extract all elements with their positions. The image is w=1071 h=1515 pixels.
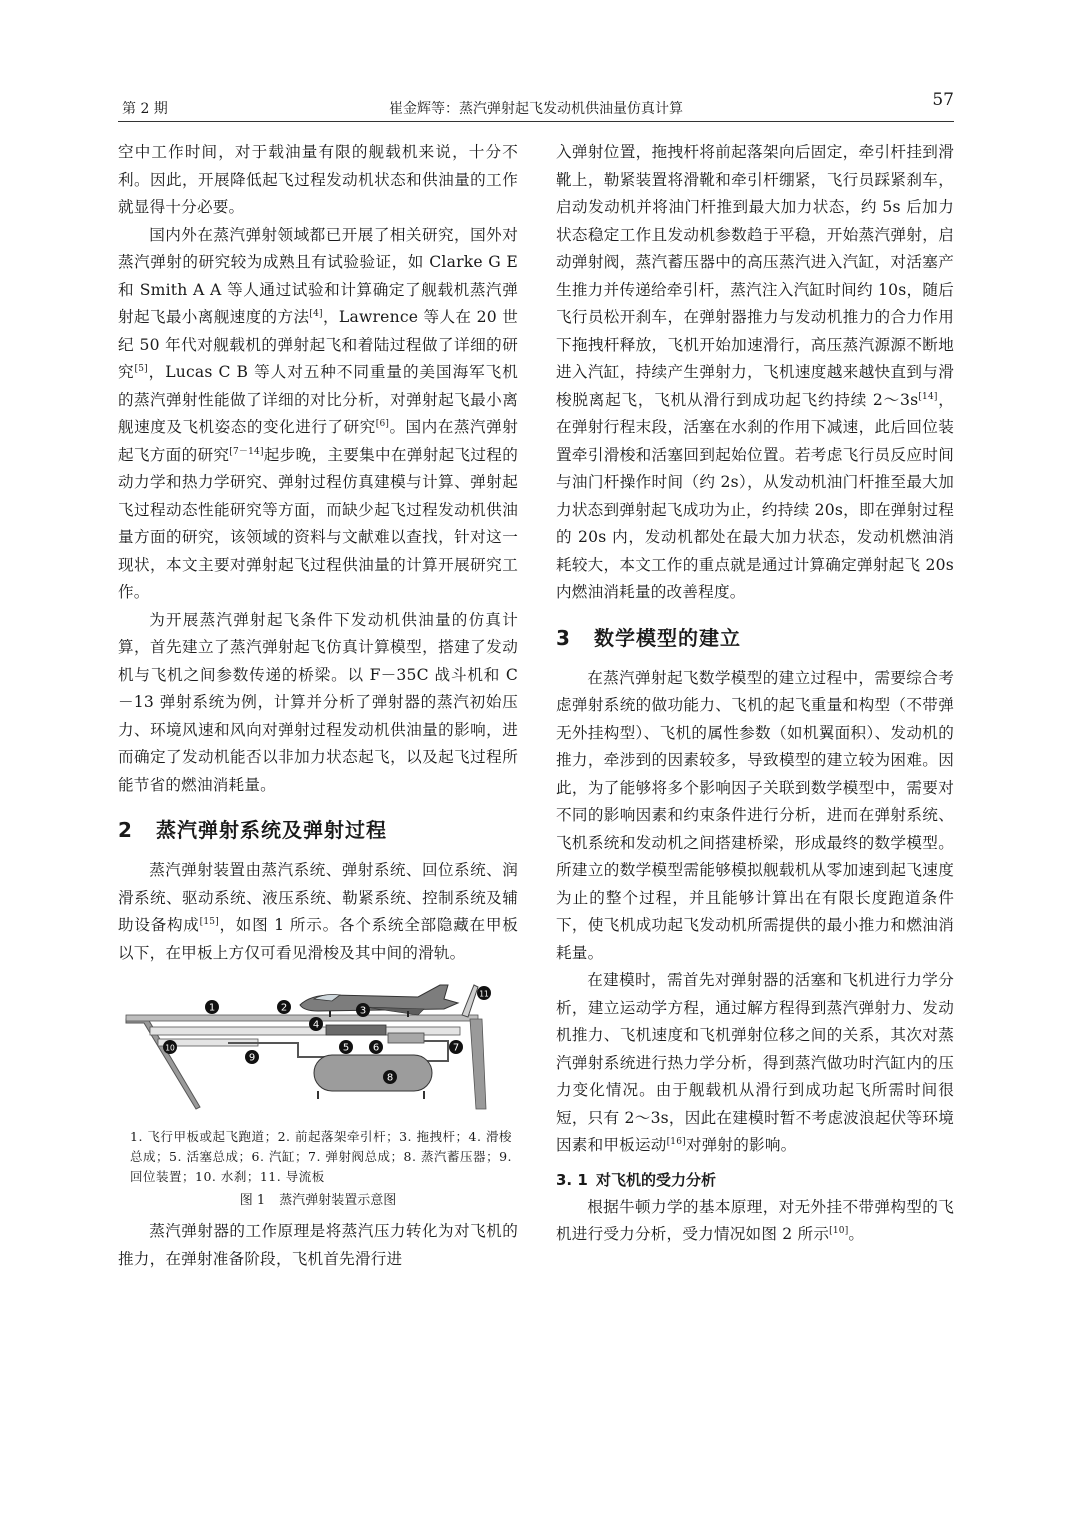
section-title: 数学模型的建立 — [594, 625, 741, 650]
citation: [10] — [829, 1226, 849, 1236]
svg-text:4: 4 — [312, 1019, 320, 1031]
callout-marker-9 — [245, 1050, 259, 1064]
svg-text:11: 11 — [479, 989, 489, 999]
callout-marker-5 — [339, 1040, 353, 1054]
section-number: 3 — [556, 625, 571, 650]
citation: [5] — [134, 364, 148, 374]
callout-marker-10 — [163, 1040, 177, 1054]
paragraph: 入弹射位置，拖拽杆将前起落架向后固定，牵引杆挂到滑靴上，勒紧装置将滑靴和牵引杆绷紧，飞行员踩紧刹车，启动发动机并将油门杆推到最大加力状态，约 5s 后加力状态稳定工作且发动机参数趋于平稳，开始蒸汽弹射，启动弹射阀，蒸汽蓄压器中的高压蒸汽进入汽缸，对活塞产生推力并传递给牵引杆，蒸汽注入汽缸时间约 10s，随后飞行员松开刹车，在弹射器推力与发动机推力的合力作用下拖拽杆释放，飞机开始加速滑行，高压蒸汽源源不断地进入汽缸，持续产生弹射力，飞机速度越来越快直到与滑梭脱离起飞，飞机从滑行到成功起飞约持续 2～3s[14]，在弹射行程末段，活塞在水刹的作用下减速，此后回位装置牵引滑梭和活塞回到起始位置。若考虑飞行员反应时间与油门杆操作时间（约 2s），从发动机油门杆推至最大加力状态到弹射起飞成功为止，约持续 20s，即在弹射过程的 20s 内，发动机都处在最大加力状态，发动机燃油消耗较大，本文工作的重点就是通过计算确定弹射起飞 20s 内燃油消耗量的改善程度。 — [556, 143, 955, 601]
callout-marker-8 — [383, 1070, 397, 1084]
subsection-title: 对飞机的受力分析 — [596, 1170, 717, 1189]
paragraph: 在建模时，需首先对弹射器的活塞和飞机进行力学分析，建立运动学方程，通过解方程得到蒸汽弹射力、发动机推力、飞机速度和飞机弹射位移之间的关系，其次对蒸汽弹射系统进行热力学分析，得到蒸汽做功时汽缸内的压力变化情况。由于舰载机从滑行到成功起飞所需时间很短，只有 2～3s，因此在建模时暂不考虑波浪起伏等环境因素和甲板运动[16]对弹射的影响。 — [556, 971, 954, 1154]
deck-stern — [470, 1019, 486, 1109]
section-heading — [556, 623, 954, 653]
aircraft-illustration — [300, 985, 458, 1017]
issue-number: 第 2 期 — [122, 101, 168, 117]
figure-caption — [118, 1189, 518, 1208]
jet-blast-deflector — [462, 985, 478, 1017]
citation: [16] — [666, 1137, 686, 1147]
svg-text:10: 10 — [165, 1043, 175, 1053]
running-header — [118, 90, 954, 118]
citation: [15] — [199, 917, 219, 927]
right-column — [556, 139, 954, 1249]
catapult-diagram — [118, 981, 518, 1121]
citation: [14] — [918, 391, 938, 402]
figure-1 — [118, 981, 518, 1208]
callout-marker-11 — [477, 986, 491, 1000]
piston-assembly — [388, 1033, 424, 1043]
svg-text:2: 2 — [280, 1002, 288, 1014]
svg-text:5: 5 — [342, 1042, 350, 1054]
callout-marker-2 — [277, 1000, 291, 1014]
svg-text:6: 6 — [372, 1042, 380, 1054]
citation: [4] — [309, 309, 323, 319]
steam-accumulator — [314, 1055, 432, 1091]
section-heading — [118, 815, 518, 845]
paragraph: 在蒸汽弹射起飞数学模型的建立过程中，需要综合考虑弹射系统的做功能力、飞机的起飞重量和构型（不带弹无外挂构型）、飞机的属性参数（如机翼面积）、发动机的推力，牵涉到的因素较多，导致模型的建立较为困难。因此，为了能够将多个影响因子关联到数学模型中，需要对不同的影响因素和约束条件进行分析，进而在弹射系统、飞机系统和发动机之间搭建桥梁，形成最终的数学模型。所建立的数学模型需能够模拟舰载机从零加速到起飞速度为止的整个过程，并且能够计算出在有限长度跑道条件下，使飞机成功起飞发动机所需提供的最小推力和燃油消耗量。 — [556, 668, 954, 962]
callout-marker-4 — [309, 1017, 323, 1031]
shuttle-assembly — [326, 1025, 386, 1035]
paragraph: 空中工作时间，对于载油量有限的舰载机来说，十分不利。因此，开展降低起飞过程发动机状态和供油量的工作就显得十分必要。 — [118, 143, 518, 216]
section-number: 2 — [118, 818, 133, 842]
paragraph: 蒸汽弹射器的工作原理是将蒸汽压力转化为对飞机的推力，在弹射准备阶段，飞机首先滑行进 — [118, 1222, 518, 1268]
paragraph: 根据牛顿力学的基本原理，对无外挂不带弹构型的飞机进行受力分析，受力情况如图 2 所示[10]。 — [556, 1197, 954, 1243]
flight-deck — [126, 1015, 478, 1021]
citation: [6] — [375, 419, 390, 429]
left-column — [118, 139, 518, 1273]
citation: [7－14] — [229, 446, 264, 457]
figure-caption-text: 蒸汽弹射装置示意图 — [279, 1193, 397, 1208]
svg-text:7: 7 — [452, 1042, 460, 1054]
callout-marker-3 — [356, 1003, 370, 1017]
figure-legend: 1. 飞行甲板或起飞跑道；2. 前起落架牵引杆；3. 拖拽杆；4. 滑梭总成；5. 活塞总成；6. 汽缸；7. 弹射阀总成；8. 蒸汽蓄压器；9. 回位装置；10. 水刹；11. 导流板 — [130, 1129, 512, 1184]
paragraph: 国内外在蒸汽弹射领域都已开展了相关研究，国外对蒸汽弹射的研究较为成熟且有试验验证，如 Clarke G E 和 Smith A A 等人通过试验和计算确定了舰载机蒸汽弹射起飞最小离舰速度的方法[4]，Lawrence 等人在 20 世纪 50 年代对舰载机的弹射起飞和着陆过程做了详细的研究[5]，Lucas C B 等人对五种不同重量的美国海军飞机的蒸汽弹射性能做了详细的对比分析，对弹射起飞最小离舰速度及飞机姿态的变化进行了研究[6]。国内在蒸汽弹射起飞方面的研究[7－14]起步晚，主要集中在弹射起飞过程的动力学和热力学研究、弹射过程仿真建模与计算、弹射起飞过程动态性能研究等方面，而缺少起飞过程发动机供油量方面的研究，该领域的资料与文献难以查找，针对这一现状，本文主要对弹射起飞过程供油量的计算开展研究工作。 — [118, 225, 519, 601]
svg-text:8: 8 — [386, 1072, 394, 1084]
subsection-heading — [556, 1168, 954, 1192]
paragraph: 为开展蒸汽弹射起飞条件下发动机供油量的仿真计算，首先建立了蒸汽弹射起飞仿真计算模型，搭建了发动机与飞机之间参数传递的桥梁。以 F－35C 战斗机和 C－13 弹射系统为例，计算并分析了弹射器的蒸汽初始压力、环境风速和风向对弹射过程发动机供油量的影响，进而确定了发动机能否以非加力状态起飞，以及起飞过程所能节省的燃油消耗量。 — [118, 610, 518, 794]
svg-text:3: 3 — [359, 1005, 367, 1017]
callout-marker-6 — [369, 1040, 383, 1054]
svg-text:9: 9 — [248, 1052, 256, 1064]
subsection-number: 3. 1 — [556, 1170, 588, 1189]
header-rule — [118, 121, 954, 122]
running-title: 崔金辉等：蒸汽弹射起飞发动机供油量仿真计算 — [389, 101, 683, 117]
section-title: 蒸汽弹射系统及弹射过程 — [156, 818, 387, 842]
callout-marker-1 — [205, 1000, 219, 1014]
callout-marker-7 — [449, 1040, 463, 1054]
paragraph: 蒸汽弹射装置由蒸汽系统、弹射系统、回位系统、润滑系统、驱动系统、液压系统、勒紧系统、控制系统及辅助设备构成[15]，如图 1 所示。各个系统全部隐藏在甲板以下，在甲板上方仅可看见滑梭及其中间的滑轨。 — [118, 861, 518, 962]
svg-text:1: 1 — [208, 1002, 216, 1014]
figure-number: 图 1 — [239, 1193, 266, 1208]
page-number: 57 — [932, 90, 954, 110]
